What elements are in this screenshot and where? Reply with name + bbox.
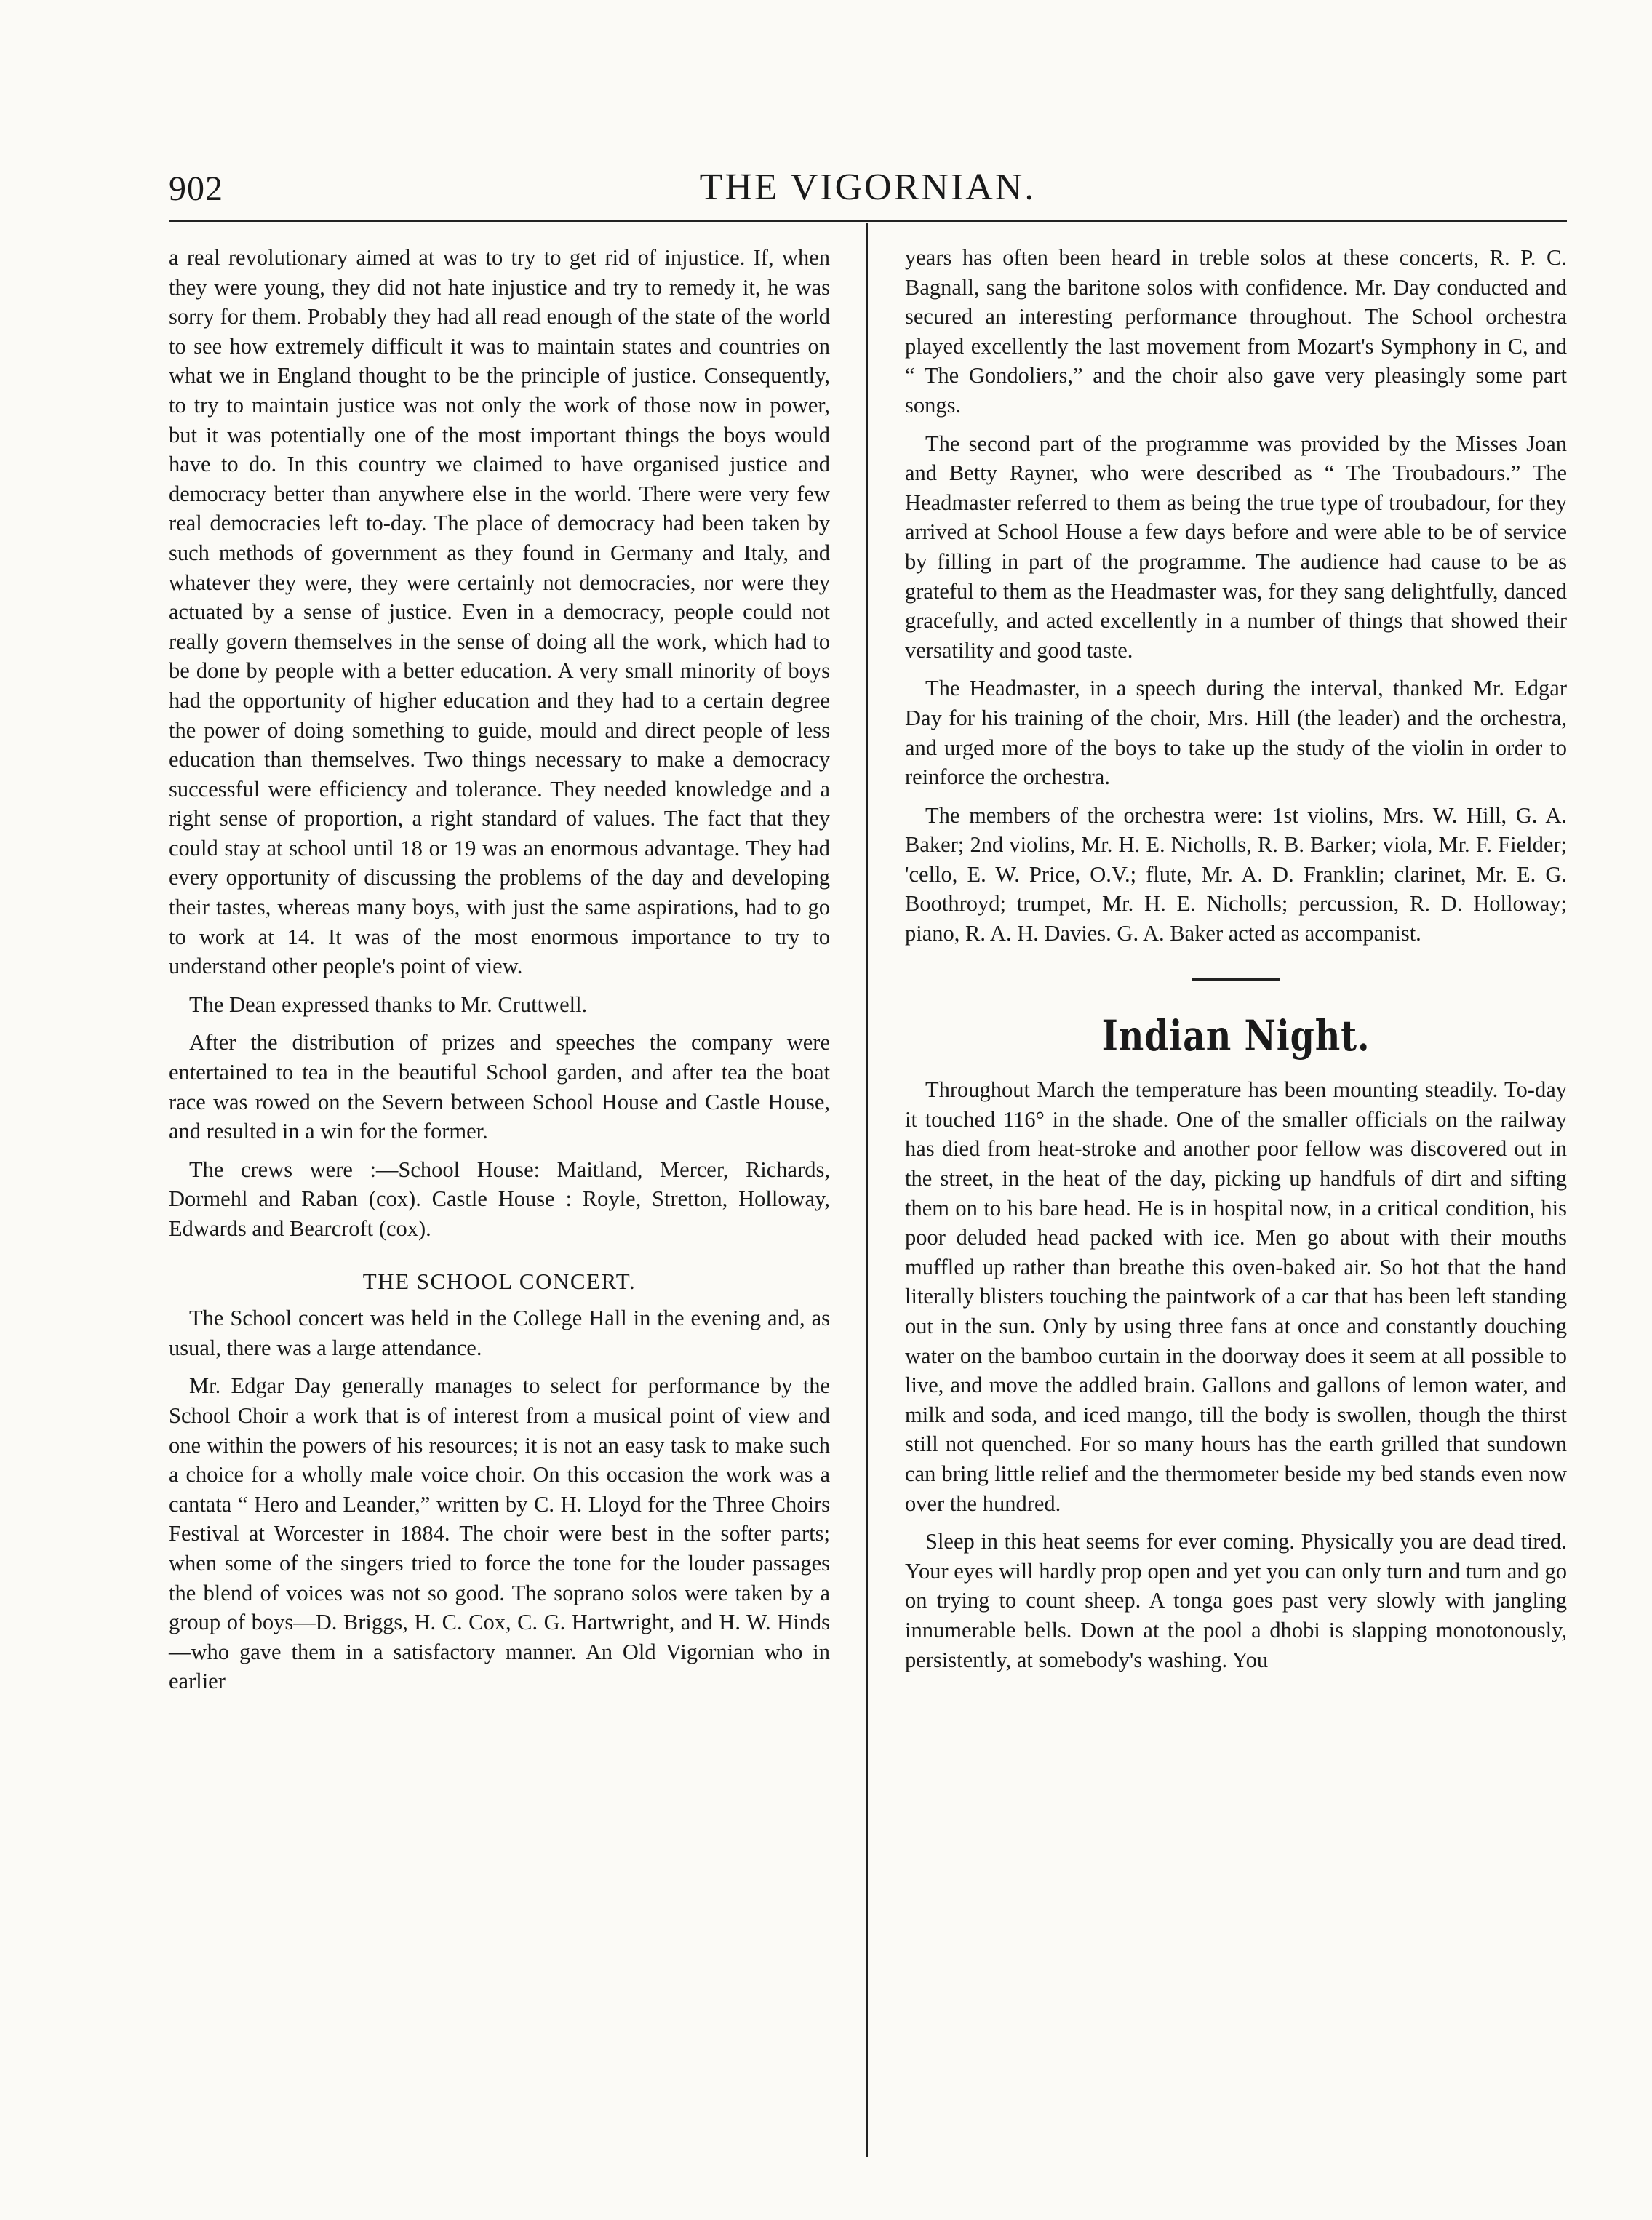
- paragraph: The members of the orchestra were: 1st violins, Mrs. W. Hill, G. A. Baker; 2nd violins, Mr. H. E. Nicholls, R. B. Barker; viola, Mr. F. Fielder; 'cello, E. W. Price, O.V.; flute, Mr. A. D. Franklin; clarinet, Mr. E. G. Boothroyd; trumpet, Mr. H. E. Nicholls; percussion, R. D. Holloway; piano, R. A. H. Davies. G. A. Baker acted as accompanist.: [905, 802, 1567, 946]
- paragraph: Mr. Edgar Day generally manages to select for performance by the School Choir a work that is of interest from a musical point of view and one within the powers of his resources; it is not an easy task to make such a choice for a wholly male voice choir. On this occasion the work was a cantata “ Hero and Leander,” written by C. H. Lloyd for the Three Choirs Festival at Worcester in 1884. The choir were best in the softer parts; when some of the singers tried to force the tone for the louder passages the blend of voices was not so good. The soprano solos were taken by a group of boys—D. Briggs, H. C. Cox, C. G. Hartwright, and H. W. Hinds—who gave them in a satisfactory manner. An Old Vigornian who in earlier: [169, 1373, 830, 1694]
- paragraph: The Headmaster, in a speech during the interval, thanked Mr. Edgar Day for his training of the choir, Mrs. Hill (the leader) and the orchestra, and urged more of the boys to take up the study of the violin in order to reinforce the orchestra.: [905, 676, 1567, 790]
- paragraph: The second part of the programme was provided by the Misses Joan and Betty Rayner, who were described as “ The Troubadours.” The Headmaster referred to them as being the true type of troubadour, for they arrived at School House a few days before and were able to be of service by filling in part of the programme. The audience had cause to be as grateful to them as the Headmaster was, for they sang delightfully, danced gracefully, and acted excellently in a number of things that showed their versatility and good taste.: [905, 431, 1567, 663]
- section-divider: [1192, 978, 1280, 981]
- right-column: [905, 243, 1567, 1683]
- paragraph: a real revolutionary aimed at was to try to get rid of injustice. If, when they were young, they did not hate injustice and try to remedy it, he was sorry for them. Probably they had all read enough of the state of the world to see how extremely difficult it was to maintain states and countries on what we in England thought to be the principle of justice. Consequently, to try to maintain justice was not only the work of those now in power, but it was potentially one of the most important things the boys would have to do. In this country we claimed to have organised justice and democracy better than anywhere else in the world. There were very few real democracies left to-day. The place of democracy had been taken by such methods of government as they found in Germany and Italy, and whatever they were, they were certainly not democracies, nor were they actuated by a sense of justice. Even in a democracy, people could not really govern themselves in the sense of doing all the work, which had to be done by people with a better education. A very small minority of boys had the opportunity of higher education and they had to a certain degree the power of doing something to guide, mould and direct people of less education than themselves. Two things necessary to make a democracy successful were efficiency and tolerance. They needed knowledge and a right sense of proportion, a right standard of values. The fact that they could stay at school until 18 or 19 was an enormous advantage. They had every opportunity of discussing the problems of the day and developing their tastes, whereas many boys, with just the same aspirations, had to go to work at 14. It was of the most enormous importance to try to understand other people's point of view.: [169, 245, 830, 979]
- paragraph: The School concert was held in the College Hall in the evening and, as usual, there was a large attendance.: [169, 1306, 830, 1360]
- paragraph: After the distribution of prizes and speeches the company were entertained to tea in the beautiful School garden, and after tea the boat race was rowed on the Severn between School House and Castle House, and resulted in a win for the former.: [169, 1030, 830, 1144]
- article-title-indian-night: Indian Night.: [1101, 1010, 1370, 1061]
- left-column: [169, 243, 830, 1705]
- paragraph: The crews were :—School House: Maitland, Mercer, Richards, Dormehl and Raban (cox). Castle House : Royle, Stretton, Holloway, Edwards and Bearcroft (cox).: [169, 1157, 830, 1241]
- running-title: THE VIGORNIAN.: [699, 167, 1037, 208]
- paragraph: The Dean expressed thanks to Mr. Cruttwell.: [189, 991, 588, 1017]
- header-rule: [169, 220, 1567, 222]
- paragraph: Sleep in this heat seems for ever coming. Physically you are dead tired. Your eyes will hardly prop open and yet you can only turn and turn and go on trying to count sheep. A tonga goes past very slowly with jangling innumerable bells. Down at the pool a dhobi is slapping monotonously, persistently, at somebody's washing. You: [905, 1529, 1567, 1672]
- section-heading-school-concert: THE SCHOOL CONCERT.: [362, 1268, 637, 1294]
- column-divider: [866, 223, 868, 2157]
- page-number: 902: [169, 169, 223, 208]
- paragraph: Throughout March the temperature has been mounting steadily. To-day it touched 116° in the shade. One of the smaller officials on the railway has died from heat-stroke and another poor fellow was discovered out in the street, in the heat of the day, picking up handfuls of dirt and sifting them on to his bare head. He is in hospital now, in a critical condition, his poor deluded head packed with ice. Men go about with their mouths muffled up rather than breathe this oven-baked air. So hot that the hand literally blisters touching the paintwork of a car that has been left standing out in the sun. Only by using three fans at once and constantly douching water on the bamboo curtain in the doorway does it seem at all possible to live, and move the addled brain. Gallons and gallons of lemon water, and milk and soda, and iced mango, till the body is swollen, though the thirst still not quenched. For so many hours has the earth grilled that sundown can bring little relief and the thermometer beside my bed stands even now over the hundred.: [905, 1077, 1567, 1516]
- paragraph: years has often been heard in treble solos at these concerts, R. P. C. Bagnall, sang the baritone solos with confidence. Mr. Day conducted and secured an interesting performance throughout. The School orchestra played excellently the last movement from Mozart's Symphony in C, and “ The Gondoliers,” and the choir also gave very pleasingly some part songs.: [905, 245, 1567, 418]
- page-header: [169, 166, 1567, 217]
